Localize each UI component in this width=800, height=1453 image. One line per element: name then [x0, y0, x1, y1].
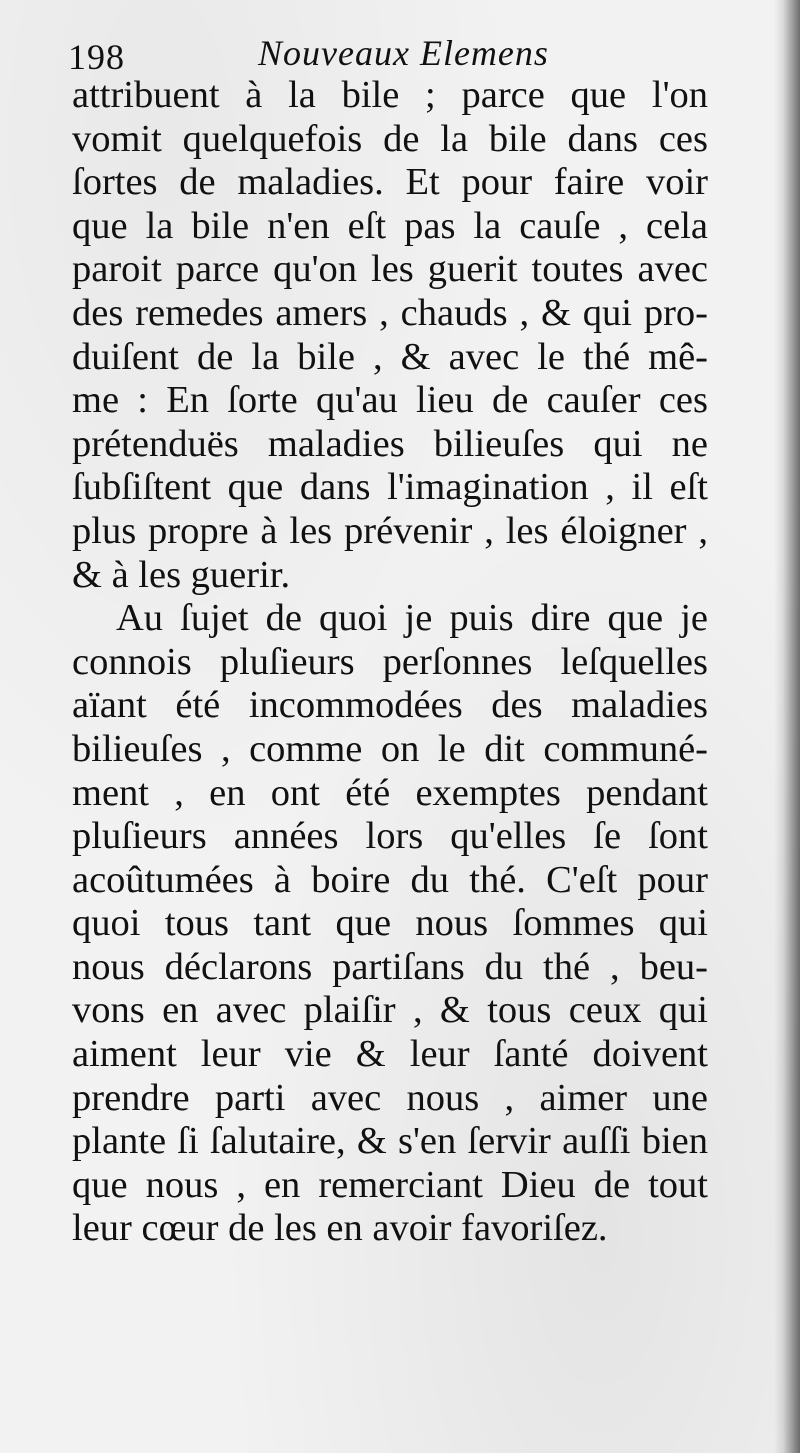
text-line: bilieuſes , comme on le dit communé- [72, 727, 708, 770]
text-line: leur cœur de les en avoir favoriſez. [72, 1207, 608, 1250]
text-line: que la bile n'en eſt pas la cauſe , cela [72, 204, 708, 247]
page-number: 198 [68, 37, 125, 77]
text-line: & à les guerir. [72, 553, 291, 596]
text-line: prendre parti avec nous , aimer une [72, 1076, 708, 1119]
text-line: plus propre à les prévenir , les éloigner , [72, 509, 708, 552]
running-title: Nouveaux Elemens [258, 33, 549, 73]
text-line: acoûtumées à boire du thé. C'eſt pour [72, 858, 708, 901]
text-line: ſubſiſtent que dans l'imagination , il eſt [72, 466, 708, 509]
paragraph-2 [72, 597, 708, 1251]
text-line: connois pluſieurs perſonnes leſquelles [72, 640, 708, 683]
text-line: ſortes de maladies. Et pour faire voir [72, 161, 708, 204]
text-line: quoi tous tant que nous ſommes qui [72, 902, 708, 945]
text-line: que nous , en remerciant Dieu de tout [72, 1163, 708, 1206]
text-line: paroit parce qu'on les guerit toutes avec [72, 248, 708, 291]
text-line: plante ſi ſalutaire, & s'en ſervir auſſi bien [72, 1120, 708, 1163]
paragraph-1 [72, 74, 708, 597]
text-line: attribuent à la bile ; parce que l'on [72, 74, 708, 116]
text-line: vons en avec plaiſir , & tous ceux qui [72, 989, 708, 1032]
text-line: me : En ſorte qu'au lieu de cauſer ces [72, 379, 708, 422]
text-line: nous déclarons partiſans du thé , beu- [72, 945, 708, 988]
text-line: aïant été incommodées des maladies [72, 684, 708, 727]
text-line: aiment leur vie & leur ſanté doivent [72, 1033, 708, 1076]
text-line: vomit quelquefois de la bile dans ces [72, 117, 708, 160]
text-line: ment , en ont été exemptes pendant [72, 771, 708, 814]
page-edge-shadow [774, 0, 800, 1453]
text-line: Au ſujet de quoi je puis dire que je [116, 597, 708, 640]
page-text [72, 74, 708, 1251]
text-line: duiſent de la bile , & avec le thé mê- [72, 335, 708, 378]
text-line: pluſieurs années lors qu'elles ſe ſont [72, 815, 708, 858]
text-line: prétenduës maladies bilieuſes qui ne [72, 422, 708, 465]
text-line: des remedes amers , chauds , & qui pro- [72, 291, 708, 334]
